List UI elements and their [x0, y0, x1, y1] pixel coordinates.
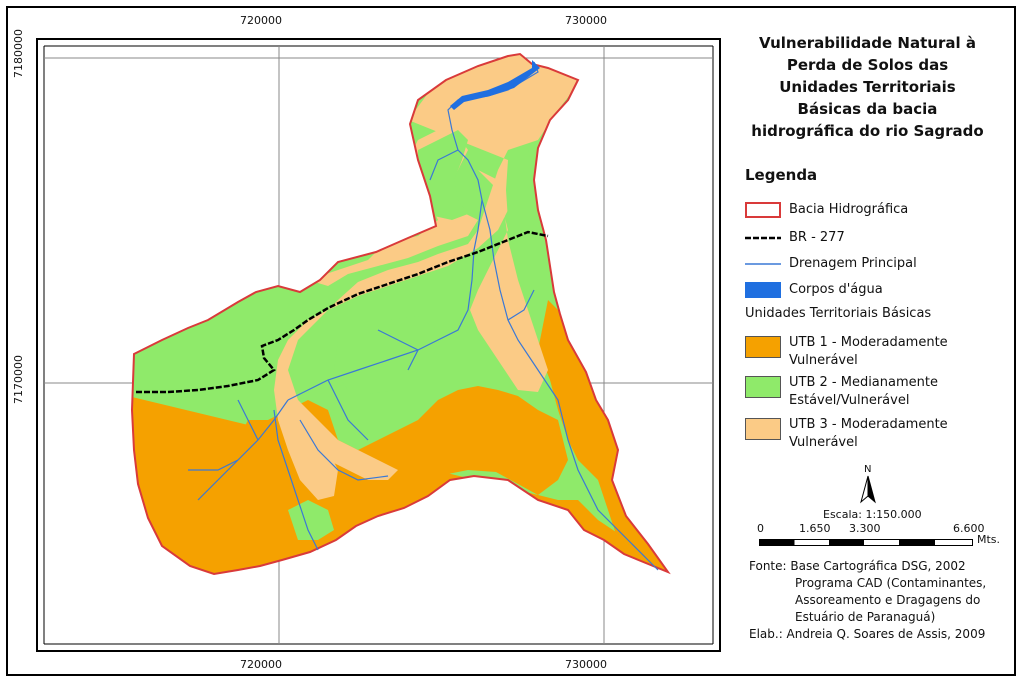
scale-tick-0: 0	[757, 522, 764, 535]
legend-label-utb2	[789, 374, 938, 410]
map-frame	[36, 38, 721, 652]
water-swatch	[745, 282, 781, 298]
utb1-south-area	[128, 386, 719, 650]
coord-top-730000: 730000	[565, 14, 607, 27]
drainage-swatch	[745, 256, 781, 272]
legend-item-basin	[745, 202, 1005, 220]
coord-bottom-730000: 730000	[565, 658, 607, 671]
scale-bar	[759, 538, 974, 548]
legend-label-utb3-line-2: Vulnerável	[789, 435, 858, 450]
legend-label-utb1	[789, 334, 948, 370]
utb3-swatch	[745, 418, 781, 440]
scale-tick-6600: 6.600	[953, 522, 985, 535]
coord-left-7180000: 7180000	[12, 29, 25, 78]
basin-swatch	[745, 202, 781, 218]
credits-line-1: Fonte: Base Cartográfica DSG, 2002	[749, 559, 966, 573]
basin-map	[38, 40, 719, 650]
coord-bottom-720000: 720000	[240, 658, 282, 671]
legend-label-drainage: Drenagem Principal	[789, 256, 917, 271]
legend-label-utb2-line-2: Estável/Vulnerável	[789, 393, 910, 408]
scale-unit: Mts.	[977, 533, 1001, 546]
credits-line-3: Assoreamento e Dragagens do	[795, 593, 981, 607]
legend-item-road	[745, 230, 1005, 248]
legend-item-utb3	[745, 418, 1005, 454]
coord-left-7170000: 7170000	[12, 355, 25, 404]
legend-label-water: Corpos d'água	[789, 282, 883, 297]
legend-label-utb1-line-2: Vulnerável	[789, 353, 858, 368]
road-swatch	[745, 230, 781, 246]
legend-heading: Legenda	[745, 166, 818, 184]
legend-item-water	[745, 282, 1005, 300]
credits-line-2: Programa CAD (Contaminantes,	[795, 576, 987, 590]
legend-label-utb2-line-1: UTB 2 - Medianamente	[789, 375, 938, 390]
north-arrow-icon	[855, 462, 881, 508]
utb2-swatch	[745, 376, 781, 398]
credits-line-4: Estuário de Paranaguá)	[795, 610, 936, 624]
scale-tick-3300: 3.300	[849, 522, 881, 535]
map-title-line-2: Perda de Solos das	[786, 56, 949, 74]
north-label: N	[864, 464, 872, 475]
utb1-swatch	[745, 336, 781, 358]
utb-section-heading: Unidades Territoriais Básicas	[745, 306, 932, 321]
map-title	[735, 32, 1000, 142]
coord-top-720000: 720000	[240, 14, 282, 27]
legend-label-utb3-line-1: UTB 3 - Moderadamente	[789, 417, 948, 432]
legend-item-drainage	[745, 256, 1005, 274]
legend-label-road: BR - 277	[789, 230, 845, 245]
credits	[749, 558, 986, 643]
utb-layers	[38, 40, 719, 650]
scale-tick-1650: 1.650	[799, 522, 831, 535]
legend-label-utb1-line-1: UTB 1 - Moderadamente	[789, 335, 948, 350]
legend-panel	[735, 24, 1010, 664]
legend-label-utb3	[789, 416, 948, 452]
map-title-line-5: hidrográfica do rio Sagrado	[751, 122, 984, 140]
legend-item-utb1	[745, 336, 1005, 372]
map-title-line-4: Básicas da bacia	[797, 100, 938, 118]
scale-text: Escala: 1:150.000	[823, 508, 922, 521]
map-title-line-3: Unidades Territoriais	[779, 78, 956, 96]
credits-line-5: Elab.: Andreia Q. Soares de Assis, 2009	[749, 627, 986, 641]
legend-item-utb2	[745, 376, 1005, 412]
map-title-line-1: Vulnerabilidade Natural à	[759, 34, 976, 52]
legend-label-basin: Bacia Hidrográfica	[789, 202, 909, 217]
